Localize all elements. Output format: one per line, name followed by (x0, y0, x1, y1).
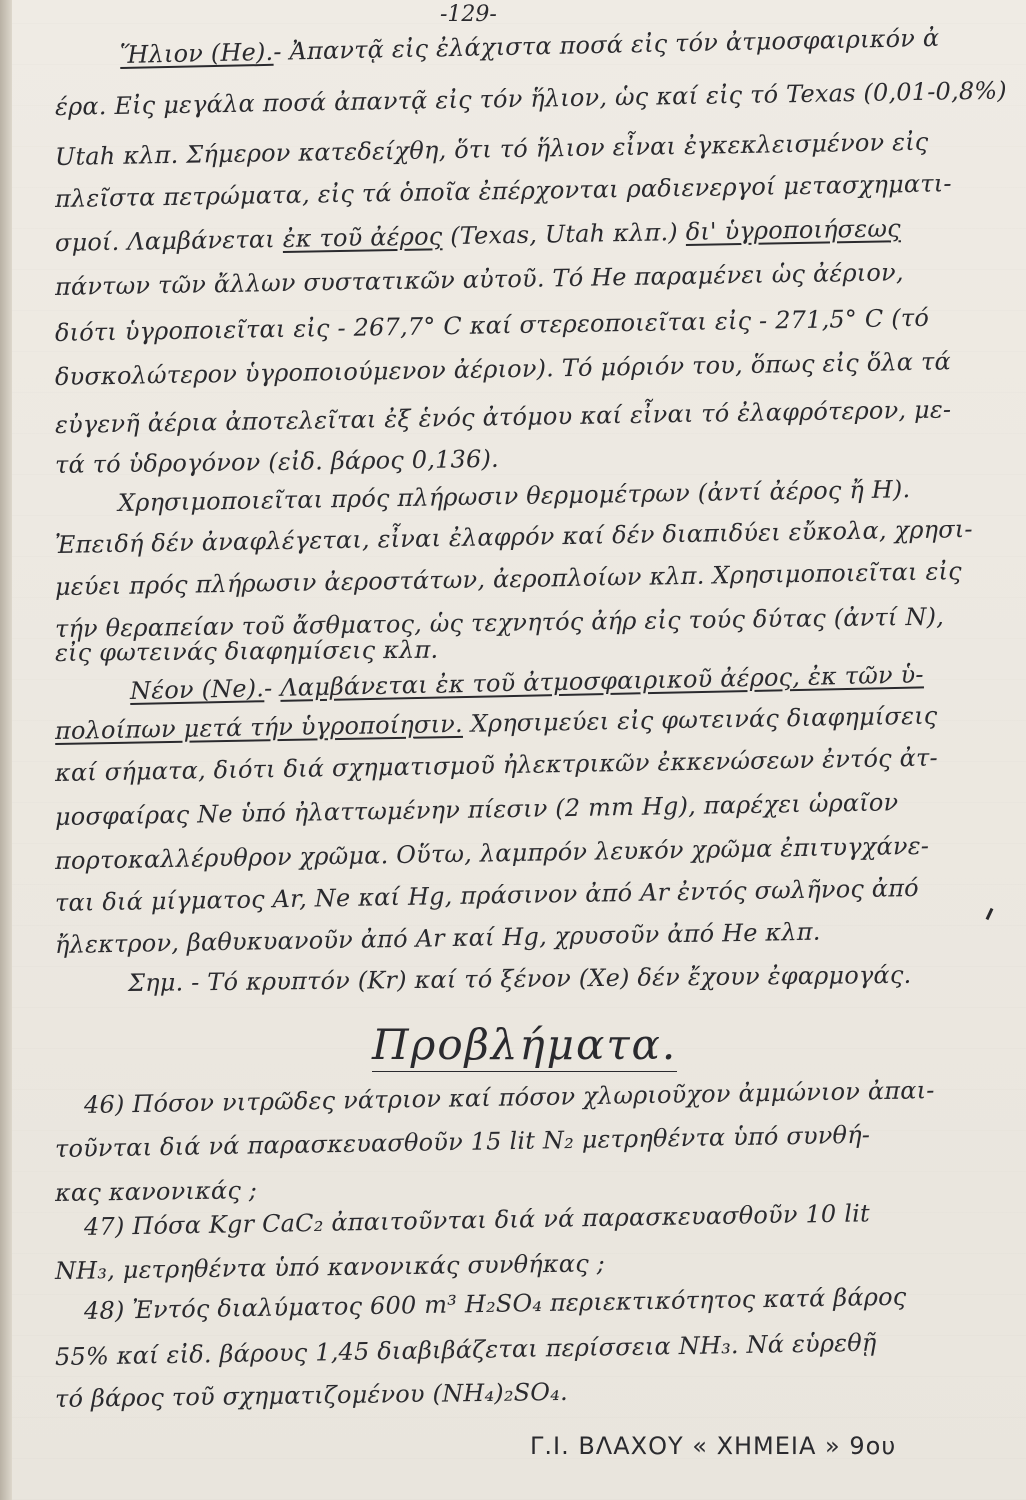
line-text: μοσφαίρας Ne ὑπό ἠλαττωμένην πίεσιν (2 mm Hg), παρέχει ὡραῖον (54, 788, 899, 831)
line-text: Χρησιμεύει εἰς φωτεινάς διαφημίσεις (462, 701, 938, 738)
text-line (55, 1377, 568, 1414)
margin-mark (986, 908, 994, 920)
line-text: 48) Ἐντός διαλύματος 600 m³ H₂SO₄ περιεκτικότητος κατά βάρος (83, 1282, 907, 1325)
text-line (55, 787, 899, 832)
section-heading: Προβλήματα. (372, 1020, 677, 1072)
text-line (130, 659, 924, 706)
text-line (55, 743, 938, 788)
line-text: τήν θεραπείαν τοῦ ἄσθματος, ὡς τεχνητός ἀήρ εἰς τούς δύτας (ἀντί N), (54, 602, 945, 643)
line-text: ται διά μίγματος Ar, Ne καί Hg, πράσινον ἀπό Ar ἐντός σωλῆνος ἀπό (54, 873, 920, 917)
text-line (84, 1075, 935, 1120)
text-line (55, 1175, 258, 1208)
text-line (55, 303, 930, 348)
text-line (55, 1120, 871, 1164)
text-line (128, 960, 912, 998)
page-gutter (0, 0, 12, 1500)
line-text: 47) Πόσα Kgr CaC₂ ἀπαιτοῦνται διά νά παρασκευασθοῦν 10 lit (83, 1199, 871, 1241)
line-text: μεύει πρός πλήρωσιν ἀεροστάτων, ἀεροπλοίων κλπ. Χρησιμοποιεῖται εἰς (54, 557, 963, 601)
text-line (55, 213, 901, 258)
line-text: τοῦνται διά νά παρασκευασθοῦν 15 lit N₂ μετρηθέντα ὑπό συνθή- (54, 1120, 871, 1163)
text-line (55, 394, 952, 440)
line-text: 46) Πόσον νιτρῶδες νάτριον καί πόσον χλωριοῦχον ἀμμώνιον ἀπαι- (83, 1076, 935, 1119)
line-text: ἤλεκτρον, βαθυκυανοῦν ἀπό Ar καί Hg, χρυσοῦν ἀπό He κλπ. (54, 917, 821, 959)
underlined-text: Ἥλιον (He). (119, 37, 274, 69)
line-text: εἰς φωτεινάς διαφημίσεις κλπ. (54, 635, 439, 667)
line-text: 55% καί εἰδ. βάρους 1,45 διαβιβάζεται περίσσεια NH₃. Νά εὑρεθῇ (54, 1328, 877, 1371)
text-line (55, 127, 929, 172)
line-text: (Texas, Utah κλπ.) (442, 217, 686, 251)
underlined-text: Λαμβάνεται ἐκ τοῦ ἀτμοσφαιρικοῦ ἀέρος, ἐκ τῶν ὑ- (279, 660, 924, 702)
underlined-text: πολοίπων μετά τήν ὑγροποίησιν. (54, 709, 464, 745)
line-text: διότι ὑγροποιεῖται εἰς - 267,7° C καί στερεοποιεῖται εἰς - 271,5° C (τό (54, 303, 930, 347)
text-line (55, 257, 904, 302)
line-text: τό βάρος τοῦ σχηματιζομένου (NH₄)₂SO₄. (54, 1377, 569, 1413)
text-line (120, 23, 940, 70)
text-line (118, 474, 911, 518)
line-text: εὐγενῆ ἀέρια ἀποτελεῖται ἐξ ἑνός ἀτόμου καί εἶναι τό ἐλαφρότερον, με- (54, 395, 952, 439)
underlined-text: ἐκ τοῦ ἀέρος (282, 222, 443, 254)
line-text: - Ἀπαντᾷ εἰς ἐλάχιστα ποσά εἰς τόν ἀτμοσφαιρικόν ἀ (273, 23, 940, 66)
text-line (55, 1328, 877, 1372)
line-text: πορτοκαλλέρυθρον χρῶμα. Οὕτω, λαμπρόν λευκόν χρῶμα ἐπιτυγχάνε- (54, 831, 930, 875)
text-line (55, 1248, 605, 1286)
text-line (55, 831, 930, 876)
line-text: Σημ. - Τό κρυπτόν (Kr) καί τό ξένον (Xe) δέν ἔχουν ἐφαρμογάς. (127, 960, 912, 997)
text-line (55, 556, 962, 602)
line-text: Utah κλπ. Σήμερον κατεδείχθη, ὅτι τό ἥλιον εἶναι ἐγκεκλεισμένον εἰς (54, 127, 929, 171)
page-number: -129- (440, 2, 497, 27)
line-text: Ἐπειδή δέν ἀναφλέγεται, εἶναι ἐλαφρόν καί δέν διαπιδύει εὔκολα, χρησι- (54, 514, 973, 559)
text-line (55, 444, 499, 480)
line-text: πλεῖστα πετρώματα, εἰς τά ὁποῖα ἐπέρχονται ραδιενεργοί μετασχηματι- (54, 169, 952, 213)
text-line (55, 635, 439, 668)
line-text: δυσκολώτερον ὑγροποιούμενον ἀέριον). Τό μόριόν του, ὅπως εἰς ὅλα τά (54, 347, 952, 391)
text-line (55, 75, 1007, 122)
text-line (55, 873, 919, 918)
text-line (55, 346, 951, 392)
text-line (55, 514, 973, 560)
line-text: NH₃, μετρηθέντα ὑπό κανονικάς συνθήκας ; (54, 1249, 606, 1285)
line-text: έρα. Εἰς μεγάλα ποσά ἀπαντᾷ εἰς τόν ἥλιον, ὡς καί εἰς τό Texas (0,01-0,8%) (54, 76, 1008, 121)
line-text: κας κανονικάς ; (54, 1176, 258, 1207)
line-text: Χρησιμοποιεῖται πρός πλήρωσιν θερμομέτρων (ἀντί ἀέρος ἤ H). (117, 475, 911, 517)
text-line (55, 701, 938, 746)
line-text: πάντων τῶν ἄλλων συστατικῶν αὐτοῦ. Τό He παραμένει ὡς ἀέριον, (54, 258, 904, 301)
text-line (55, 917, 821, 960)
line-text: καί σήματα, διότι διά σχηματισμοῦ ἠλεκτρικῶν ἐκκενώσεων ἐντός ἀτ- (54, 743, 939, 787)
underlined-text: Νέον (Ne). (129, 674, 265, 705)
underlined-text: δι' ὑγροποιήσεως (685, 214, 901, 246)
text-line (55, 168, 952, 214)
line-text: τά τό ὑδρογόνον (εἰδ. βάρος 0,136). (54, 444, 500, 479)
footer-signature: Γ.Ι. ΒΛΑΧΟΥ « ΧΗΜΕΙΑ » 9ου (530, 1432, 897, 1460)
line-text: - (263, 673, 281, 703)
line-text: σμοί. Λαμβάνεται (54, 225, 283, 257)
text-line (84, 1282, 907, 1326)
